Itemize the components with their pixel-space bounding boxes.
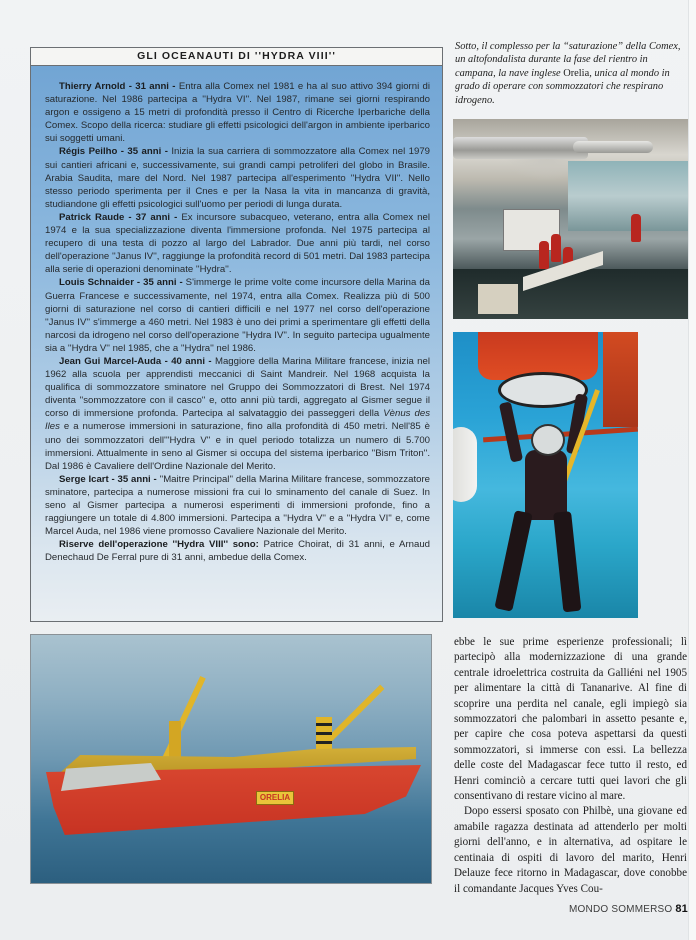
bio-name: Patrick Raude - 37 anni -: [59, 211, 182, 223]
bio-text: Maggiore della Marina Militare francese, inizia nel 1962 alla scuola per apprendisti meccanici di Saint Mandreir. Nel 1968 acquista la qualifica di sommozzatore sminatore nel Gruppo dei Sommozzatori di Brest. Nel 1974 diventa ''sommozzatore con il casco'' e, otto anni più tardi, aggregato al Gismer segue il corso di immersione profonda. Partecipa al salvataggio dei passeggeri della: [45, 355, 430, 420]
photo-detail-person: [539, 241, 549, 269]
photo-detail-pipe: [573, 141, 653, 153]
orelia-ship-photo: [30, 634, 432, 884]
oceanauts-sidebar-box: [30, 47, 443, 622]
photo-detail-desk: [478, 284, 518, 314]
photo-detail-pipe: [453, 137, 588, 159]
bio-regis-peilho: [45, 145, 430, 210]
ship-name-italic: Vènus des Iles: [45, 408, 430, 433]
bio-name: Serge Icart - 35 anni -: [59, 473, 160, 485]
bio-text: Inizia la sua carriera di sommozzatore alla Comex nel 1979 sui cantieri africani e, successivamente, sui grandi campi petroliferi del globo in Brasile. Arabia Saudita, mare del Nord. Nel 1987 partecipa all'esperimento ''Hydra VII''. Nello stesso periodo sperimenta per il Cnes e per la Nasa la vita in mancanza di gravità, studiandone gli effetti psicologici sull'uomo per periodi di lunga durata.: [45, 146, 431, 210]
bio-reserves: [45, 538, 430, 564]
photo-caption: [455, 40, 687, 107]
bio-name: Jean Gui Marcel-Auda - 40 anni -: [59, 355, 215, 367]
sidebar-title: GLI OCEANAUTI DI ''HYDRA VIII'': [31, 48, 442, 66]
bio-name: Riserve dell'operazione ''Hydra VIII'' sono:: [59, 539, 264, 551]
caption-ship-name: Orelia: [563, 67, 590, 79]
bio-name: Thierry Arnold - 31 anni -: [59, 81, 179, 92]
bio-jean-gui-marcel-auda: [45, 355, 430, 473]
page-footer: [558, 903, 688, 915]
bio-name: Louis Schnaider - 35 anni -: [59, 277, 186, 289]
caption-text: , unica al mondo in grado di operare con sommozzatori che respirano idrogeno.: [455, 67, 670, 106]
ship-nameplate: ORELIA: [256, 791, 294, 805]
bio-text: S'immerge le prime volte come incursore della Marina da Guerra Francese e successivamente, nel 1974, entra alla Comex. Realizza più di 500 giorni di saturazione nel corso di cantieri difficili e nel 1977 nel corso dell'operazione ''Janus IV'' s'immerge a 460 metri. Nel 1983 è uno dei primi a sperimentare gli effetti della narcosi da idrogeno nel corso dell'operazione ''Hydra IV''. In seguito partecipa ugualmente sia a ''Hydra V'' nel 1985, che a ''Hydra'' nel 1986.: [45, 277, 430, 354]
diver-photo: [453, 332, 638, 618]
page-number: 81: [675, 903, 688, 915]
bio-text: ''Maitre Principal'' della Marina Militare francese, sommozzatore sminatore, partecipa a numerose missioni fra cui lo sminamento del canale di Suez. In seno al Gismer partecipa a numerosi esperimenti di immersioni profonde, fino a raggiungere un totale di 4.800 immersioni. Partecipa a ''Hydra V'' e a ''Hydra VI'' e, come Marcel Auda, nel 1986 viene promosso Cavaliere Nazionale del Merito.: [45, 473, 430, 538]
bio-text: Entra alla Comex nel 1981 e ha al suo attivo 394 giorni di saturazione. Nel 1986 partecipa a ''Hydra VI''. Nel 1987, rimane sei giorni respirando argon e ossigeno a 15 metri di profondità presso il Centro di Ricerche Iperbariche della Comex. Scopo della ricerca: studiare gli effetti psicologici dell'argon in ambiente iperbarico sui soggetti umani.: [45, 81, 430, 145]
article-paragraph: ebbe le sue prime esperienze professionali; lì partecipò alla modernizzazione di una grande centrale idroelettrica costruita da Galliéni nel 1905 per alimentare la città di Tananarive. Al fine di scoprire una perdita nel canale, egli impiegò sia sommozzatori che palombari in assetto pesante e, per capire che cosa poteva aspettarsi da questi sommozzatori, si immerse con essi. La bellezza delle coste del Madagascar fece tutto il resto, ed Henri cominciò a cercare tutti quei lavori che gli consentivano di restare vicino al mare.: [454, 636, 687, 803]
page-edge: [688, 0, 696, 940]
bio-text: e a numerose immersioni in saturazione, fino alla profondità di 450 metri. Nell'85 è uno dei sommozzatori dell'''Hydra V'' e in quel periodo totalizza un numero di 5.700 immersioni. Attualmente in seno al Gismer si occupa del sistema iperbarico ''Bism Triton''. Dal 1986 è Cavaliere dell'Ordine Nazionale del Merito.: [45, 421, 430, 472]
bio-text: Patrice Choirat, di 31 anni, e Arnaud Denechaud De Ferral pure di 31 anni, ambedue della Comex.: [45, 539, 430, 564]
photo-detail-sphere: [453, 427, 477, 502]
photo-detail-helmet: [531, 424, 565, 456]
caption-text: Sotto, il complesso per la “saturazione” della Comex, un altofondalista durante la fase del rientro in campana, la nave inglese: [455, 41, 681, 79]
saturation-complex-photo: [453, 119, 688, 319]
bio-louis-schnaider: [45, 276, 430, 355]
photo-detail-person: [551, 234, 561, 262]
article-column: [454, 635, 687, 897]
photo-detail-frame: [603, 332, 638, 427]
photo-detail-arm: [499, 401, 523, 462]
photo-detail-person: [631, 214, 641, 242]
photo-detail-diver-body: [525, 450, 567, 520]
sidebar-body: [31, 66, 442, 564]
bio-patrick-raude: [45, 211, 430, 276]
magazine-name: MONDO SOMMERSO: [569, 904, 676, 915]
photo-detail-leg: [494, 510, 532, 612]
bio-serge-icart: [45, 473, 430, 538]
bio-name: Régis Peilho - 35 anni -: [59, 146, 172, 158]
photo-detail-chamber: [568, 161, 688, 231]
photo-detail-leg: [553, 511, 581, 612]
photo-detail-crane: [324, 685, 385, 746]
article-paragraph: Dopo essersi sposato con Philbè, una giovane ed amabile ragazza destinata ad attenderlo per molti giorni dell'anno, e in alternativa, ad ospitare le centinaia di ospiti di lavoro del marito, Henri Delauze fece ritorno in Madagascar, dove conobbe il comandante Jacques Yves Cou-: [454, 805, 687, 895]
bio-text: Ex incursore subacqueo, veterano, entra alla Comex nel 1974 e la sua specializzazione diventa l'immersione profonda. Nel 1975 partecipa al recupero di una testa di pozzo al largo del Labrador. Due anni più tardi, nel corso dell'operazione ''Janus IV'', raggiunge la profondità record di 501 metri. Dal 1983 partecipa alla serie di operazioni denominate ''Hydra''.: [45, 211, 430, 276]
bio-thierry-arnold: [45, 80, 430, 145]
